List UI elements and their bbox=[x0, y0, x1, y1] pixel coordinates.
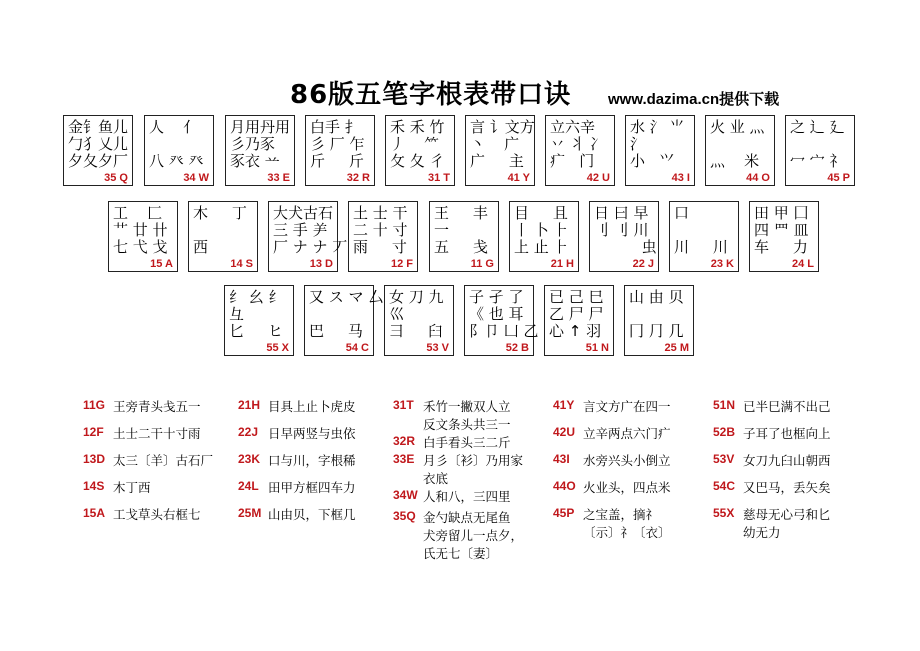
legend-code: 31T bbox=[393, 398, 414, 412]
key-glyphs: 水 氵 ⺌ 氵 小 ⺍ bbox=[630, 118, 685, 170]
legend-entry bbox=[83, 425, 243, 452]
key-code: 25 M bbox=[664, 342, 689, 354]
key-a bbox=[108, 201, 178, 272]
key-code: 34 W bbox=[183, 172, 209, 184]
legend-text: 工戈草头右框七 bbox=[113, 507, 201, 522]
legend-code: 12F bbox=[83, 425, 104, 439]
key-code: 45 P bbox=[827, 172, 850, 184]
legend-code: 13D bbox=[83, 452, 106, 466]
key-glyphs: 山 由 贝 冂 ⺆ 几 bbox=[629, 288, 684, 340]
key-glyphs: 王 丰 一 五 戋 bbox=[434, 204, 488, 256]
key-code: 35 Q bbox=[104, 172, 128, 184]
legend-entry bbox=[238, 425, 398, 452]
key-m bbox=[624, 285, 694, 356]
legend-entry bbox=[713, 479, 873, 506]
key-y bbox=[465, 115, 535, 186]
legend-entry bbox=[553, 452, 713, 479]
legend-entry bbox=[83, 452, 243, 479]
key-glyphs: 大犬古石 三 手 ⺶ 厂 ナ ナ 丆 bbox=[273, 204, 348, 256]
key-code: 44 O bbox=[746, 172, 770, 184]
legend-text: 水旁兴头小倒立 bbox=[583, 453, 671, 468]
legend-code: 34W bbox=[393, 488, 418, 502]
legend-text: 目具上止卜虎皮 bbox=[268, 399, 356, 414]
legend-text: 之宝盖，摘礻 〔示〕礻〔衣〕 bbox=[583, 507, 671, 540]
key-glyphs: 田 甲 囗 四 罒 皿 车 力 bbox=[754, 204, 809, 256]
key-glyphs: 言 讠文方 丶 广 广 主 bbox=[470, 118, 535, 170]
key-glyphs: 土 士 干 二 十 寸 雨 寸 bbox=[353, 204, 408, 256]
legend-text: 言文方广在四一 bbox=[583, 399, 671, 414]
legend-text: 田甲方框四车力 bbox=[268, 480, 356, 495]
key-code: 14 S bbox=[230, 258, 253, 270]
key-code: 12 F bbox=[390, 258, 413, 270]
key-glyphs: 禾 禾 竹 丿 ⺮ 攵 夂 彳 bbox=[390, 118, 445, 170]
key-glyphs: 女 刀 九 巛 彐 臼 bbox=[389, 288, 444, 340]
page-title: 86版五笔字根表带口诀 bbox=[290, 80, 572, 110]
key-r bbox=[305, 115, 375, 186]
key-code: 54 C bbox=[345, 342, 369, 354]
key-u bbox=[545, 115, 615, 186]
key-code: 43 I bbox=[671, 172, 690, 184]
legend-entry bbox=[393, 434, 553, 452]
key-code: 52 B bbox=[505, 342, 529, 354]
legend-code: 55X bbox=[713, 506, 735, 520]
legend-entry bbox=[83, 479, 243, 506]
legend-text: 人和八，三四里 bbox=[423, 489, 511, 504]
legend-text: 木丁西 bbox=[113, 480, 151, 495]
legend-code: 52B bbox=[713, 425, 736, 439]
key-glyphs: 白手 扌 彡 厂 乍 斤 斤 bbox=[310, 118, 365, 170]
key-glyphs: 火 业 灬 灬 米 bbox=[710, 118, 765, 170]
key-glyphs: 金钅鱼儿 勹犭乂儿 夕夂夕厂 bbox=[68, 118, 129, 170]
key-code: 42 U bbox=[586, 172, 610, 184]
key-t bbox=[385, 115, 455, 186]
legend-code: 45P bbox=[553, 506, 575, 520]
key-w bbox=[144, 115, 214, 186]
legend-entry bbox=[393, 398, 553, 434]
legend-entry bbox=[713, 452, 873, 479]
key-code: 15 A bbox=[150, 258, 173, 270]
key-j bbox=[589, 201, 659, 272]
site-credit: www.dazima.cn提供下载 bbox=[608, 91, 780, 108]
key-glyphs: 子 孑 了 《 也 耳 阝卩 凵 乙 bbox=[469, 288, 539, 340]
key-glyphs: 木 丁 西 bbox=[193, 204, 247, 256]
key-glyphs: 目 且 丨 卜 ⺊ 上 止 ⺊ bbox=[514, 204, 569, 256]
key-k bbox=[669, 201, 739, 272]
legend-column-1 bbox=[83, 398, 243, 533]
legend-text: 山由贝，下框几 bbox=[268, 507, 356, 522]
legend-code: 33E bbox=[393, 452, 415, 466]
legend-code: 32R bbox=[393, 434, 416, 448]
key-glyphs: 又 ス マ 厶 巴 马 bbox=[309, 288, 384, 340]
legend-text: 金勺缺点无尾鱼 犬旁留儿一点夕， 氏无七〔妻〕 bbox=[423, 510, 524, 561]
legend-entry bbox=[238, 398, 398, 425]
key-glyphs: 月用丹用 彡乃豕 豕衣 䒑 bbox=[230, 118, 291, 170]
legend-code: 14S bbox=[83, 479, 105, 493]
legend-code: 22J bbox=[238, 425, 259, 439]
legend-entry bbox=[238, 452, 398, 479]
legend-code: 44O bbox=[553, 479, 576, 493]
key-l bbox=[749, 201, 819, 272]
key-e bbox=[225, 115, 295, 186]
key-code: 13 D bbox=[309, 258, 333, 270]
key-code: 51 N bbox=[585, 342, 609, 354]
key-v bbox=[384, 285, 454, 356]
legend-code: 25M bbox=[238, 506, 262, 520]
key-code: 11 G bbox=[470, 258, 494, 270]
legend-text: 月彡〔衫〕乃用家 衣底 bbox=[423, 453, 524, 486]
legend-column-3 bbox=[393, 398, 553, 565]
legend-text: 女刀九臼山朝西 bbox=[743, 453, 831, 468]
legend-entry bbox=[238, 506, 398, 533]
legend-text: 白手看头三二斤 bbox=[423, 435, 511, 450]
key-b bbox=[464, 285, 539, 356]
key-glyphs: 人 亻 八 癶 癶 bbox=[149, 118, 204, 170]
key-glyphs: 立六辛 丷 丬 冫 疒 门 bbox=[550, 118, 605, 170]
key-o bbox=[705, 115, 775, 186]
legend-text: 口与川，字根稀 bbox=[268, 453, 356, 468]
key-glyphs: 之 辶 廴 冖 宀 礻 bbox=[790, 118, 845, 170]
legend-code: 11G bbox=[83, 398, 106, 412]
legend-entry bbox=[83, 506, 243, 533]
legend-code: 24L bbox=[238, 479, 259, 493]
legend-text: 又巴马，丢矢矣 bbox=[743, 480, 831, 495]
key-code: 33 E bbox=[267, 172, 290, 184]
key-x bbox=[224, 285, 294, 356]
key-i bbox=[625, 115, 695, 186]
key-code: 23 K bbox=[710, 258, 734, 270]
key-glyphs: 已 己 巳 乙 尸 尸 心 ↑ 羽 bbox=[549, 288, 604, 340]
legend-code: 53V bbox=[713, 452, 735, 466]
key-d bbox=[268, 201, 348, 272]
legend-column-4 bbox=[553, 398, 713, 546]
legend-entry bbox=[553, 398, 713, 425]
key-s bbox=[188, 201, 258, 272]
key-p bbox=[785, 115, 855, 186]
key-code: 22 J bbox=[632, 258, 654, 270]
key-code: 32 R bbox=[346, 172, 370, 184]
key-code: 41 Y bbox=[507, 172, 530, 184]
key-code: 55 X bbox=[266, 342, 289, 354]
legend-text: 太三〔羊〕古石厂 bbox=[113, 453, 214, 468]
legend-text: 已半巳满不出己 bbox=[743, 399, 831, 414]
legend-entry bbox=[393, 452, 553, 488]
legend-code: 35Q bbox=[393, 509, 416, 523]
legend-entry bbox=[553, 479, 713, 506]
key-code: 31 T bbox=[427, 172, 450, 184]
key-code: 24 L bbox=[791, 258, 814, 270]
legend-text: 禾竹一撇双人立 反文条头共三一 bbox=[423, 399, 511, 432]
legend-text: 日早两竖与虫依 bbox=[268, 426, 356, 441]
legend-entry bbox=[83, 398, 243, 425]
key-glyphs: 纟 幺 纟 彑 匕 ヒ bbox=[229, 288, 284, 340]
legend-code: 15A bbox=[83, 506, 106, 520]
legend-code: 43I bbox=[553, 452, 570, 466]
key-h bbox=[509, 201, 579, 272]
legend-code: 21H bbox=[238, 398, 261, 412]
legend-entry bbox=[713, 398, 873, 425]
legend-text: 土士二干十寸雨 bbox=[113, 426, 201, 441]
key-g bbox=[429, 201, 499, 272]
key-code: 21 H bbox=[550, 258, 574, 270]
legend-text: 火业头，四点米 bbox=[583, 480, 671, 495]
legend-code: 42U bbox=[553, 425, 576, 439]
legend-entry bbox=[553, 506, 713, 546]
legend-entry bbox=[238, 479, 398, 506]
legend-text: 立辛两点六门疒 bbox=[583, 426, 671, 441]
key-glyphs: 日 曰 早 刂 刂 川 虫 bbox=[594, 204, 657, 256]
key-c bbox=[304, 285, 384, 356]
legend-entry bbox=[393, 488, 553, 509]
key-n bbox=[544, 285, 614, 356]
legend-text: 子耳了也框向上 bbox=[743, 426, 831, 441]
legend-entry bbox=[713, 506, 873, 546]
legend-text: 慈母无心弓和匕 幼无力 bbox=[743, 507, 831, 540]
legend-code: 54C bbox=[713, 479, 736, 493]
legend-column-2 bbox=[238, 398, 398, 533]
key-glyphs: 口 川 川 bbox=[674, 204, 728, 256]
legend-entry bbox=[553, 425, 713, 452]
legend-entry bbox=[713, 425, 873, 452]
key-code: 53 V bbox=[426, 342, 449, 354]
legend-code: 41Y bbox=[553, 398, 575, 412]
key-glyphs: 工 匚 艹 廿 卄 七 弋 戈 bbox=[113, 204, 168, 256]
legend-entry bbox=[393, 509, 553, 565]
legend-code: 51N bbox=[713, 398, 736, 412]
key-f bbox=[348, 201, 418, 272]
legend-text: 王旁青头戋五一 bbox=[113, 399, 201, 414]
legend-column-5 bbox=[713, 398, 873, 546]
key-q bbox=[63, 115, 133, 186]
legend-code: 23K bbox=[238, 452, 261, 466]
